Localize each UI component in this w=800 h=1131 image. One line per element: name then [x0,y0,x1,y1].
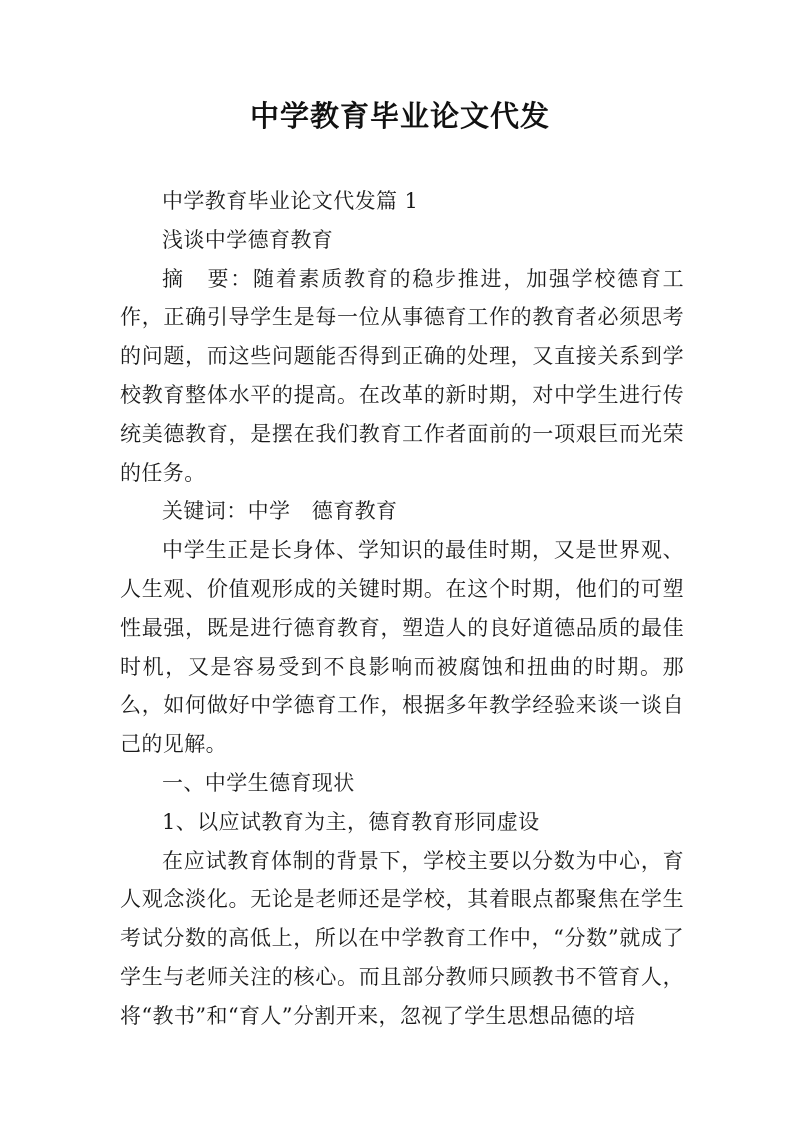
paragraph-keywords: 关键词：中学 德育教育 [162,499,398,524]
paragraph-intro: 中学生正是长身体、学知识的最佳时期，又是世界观、人生观、价值观形成的关键时期。在这个时期，他们的可塑性最强，既是进行德育教育，塑造人的良好道德品质的最佳时机，又是容易受到不良影响而被腐蚀和扭曲的时期。那么，如何做好中学德育工作，根据多年教学经验来谈一谈自己的见解。 [120,538,684,757]
document-title: 中学教育毕业论文代发 [249,99,550,133]
paragraph-body-1: 在应试教育体制的背景下，学校主要以分数为中心，育人观念淡化。无论是老师还是学校，其着眼点都聚焦在学生考试分数的高低上，所以在中学教育工作中，“分数”就成了学生与老师关注的核心。而且部分教师只顾教书不管育人，将“教书”和“育人”分割开来，忽视了学生思想品德的培 [120,848,684,1028]
paragraph-article-title: 浅谈中学德育教育 [162,227,334,252]
paragraph-subheading-1: 1、以应试教育为主，德育教育形同虚设 [162,809,540,834]
paragraph-section-heading: 中学教育毕业论文代发篇 1 [162,189,419,213]
document-body [120,182,684,1036]
paragraph-heading-1: 一、中学生德育现状 [162,770,355,795]
paragraph-abstract: 摘 要：随着素质教育的稳步推进，加强学校德育工作，正确引导学生是每一位从事德育工作的教育者必须思考的问题，而这些问题能否得到正确的处理，又直接关系到学校教育整体水平的提高。在改革的新时期，对中学生进行传统美德教育，是摆在我们教育工作者面前的一项艰巨而光荣的任务。 [120,266,684,485]
